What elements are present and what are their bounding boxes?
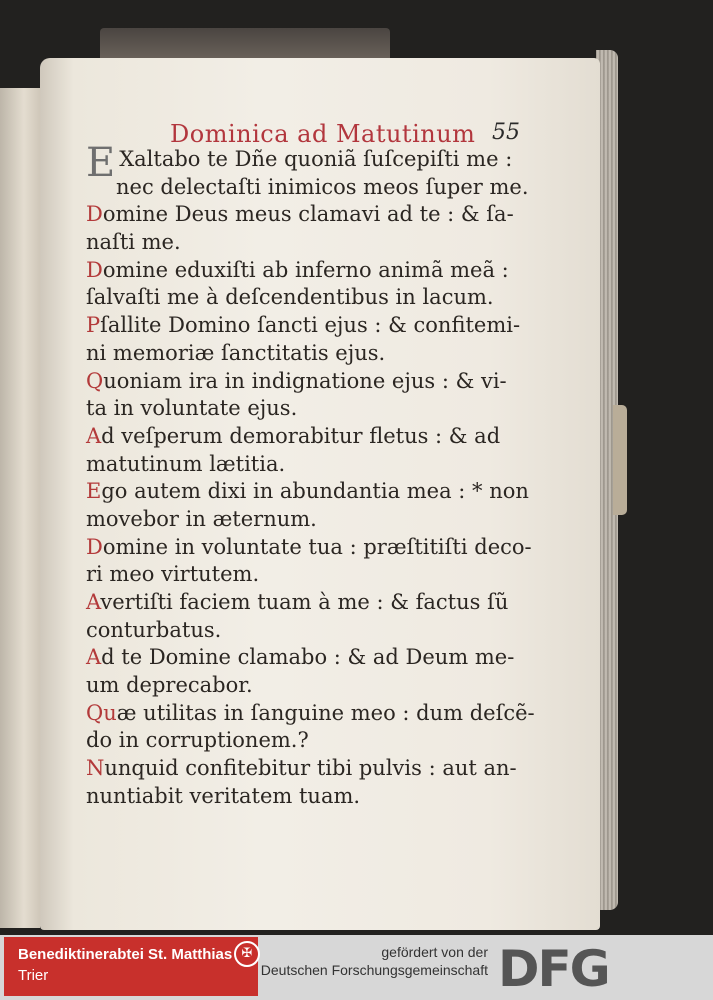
text-line	[86, 201, 531, 229]
text-line	[86, 700, 535, 728]
initial-letter: A	[86, 590, 101, 614]
institution-name: Benediktinerabtei St. Matthias	[18, 946, 233, 963]
initial-letter: P	[86, 313, 101, 338]
institution-city: Trier	[18, 967, 49, 984]
line-text: movebor in æternum.	[86, 506, 317, 531]
line-text: ri meo virtutem.	[86, 562, 260, 587]
text-line	[86, 589, 531, 617]
left-page-edge	[0, 88, 40, 928]
initial-letter: Qu	[86, 700, 117, 725]
text-line	[86, 140, 531, 186]
dfg-logo[interactable]: DFG	[498, 940, 609, 998]
page-header: Dominica ad Matutinum	[170, 120, 476, 148]
institution-logo-icon: ✠	[234, 941, 260, 967]
initial-letter: A	[86, 645, 102, 670]
funding-line-2: Deutschen Forschungsgemeinschaft	[260, 962, 488, 978]
text-line	[86, 561, 531, 589]
line-text: ni memoriæ ſanctitatis ejus.	[86, 340, 386, 365]
text-line	[86, 644, 531, 672]
line-text: go autem dixi in abundantia mea : * non	[101, 479, 529, 504]
line-text: ſallite Domino ſancti ejus : & confitemi-	[100, 313, 521, 338]
book-tab	[613, 405, 627, 515]
initial-letter: D	[86, 534, 103, 559]
initial-letter: E	[86, 479, 102, 504]
line-text: do in corruptionem.?	[86, 728, 309, 753]
initial-letter: D	[86, 257, 103, 282]
line-text: ſalvaſti me à deſcendentibus in lacum.	[86, 285, 494, 310]
line-text: naſti me.	[86, 230, 181, 255]
initial-letter: E	[86, 140, 116, 186]
line-text: matutinum lætitia.	[86, 451, 286, 476]
text-line	[86, 727, 531, 755]
line-text: conturbatus.	[86, 617, 222, 642]
line-text: ta in voluntate ejus.	[86, 396, 298, 421]
line-text: omine in voluntate tua : præſtitiſti deco-	[102, 534, 532, 559]
text-line	[86, 534, 531, 562]
line-text: um deprecabor.	[86, 673, 253, 698]
initial-letter: Q	[86, 368, 104, 393]
line-text: æ utilitas in ſanguine meo : dum deſcẽ-	[116, 700, 535, 725]
initial-letter: A	[86, 423, 102, 448]
line-text: Xaltabo te Dñe quoniã ſuſcepiſti me :	[119, 147, 513, 171]
line-text: vertiſti faciem tuam à me : & factus ſũ	[100, 590, 509, 614]
funding-line-1: gefördert von der	[381, 944, 488, 960]
text-line	[86, 257, 531, 285]
line-text: unquid confitebitur tibi pulvis : aut an-	[104, 756, 517, 781]
page-number: 55	[492, 120, 520, 145]
line-text: omine Deus meus clamavi ad te : & ſa-	[102, 202, 514, 227]
text-line	[86, 451, 531, 479]
line-text: nuntiabit veritatem tuam.	[86, 783, 361, 808]
text-line	[86, 340, 531, 368]
text-line	[86, 395, 531, 423]
institution-badge[interactable]	[4, 937, 258, 996]
text-line	[86, 617, 531, 645]
text-line	[86, 368, 531, 396]
text-line	[86, 284, 531, 312]
text-line	[86, 506, 531, 534]
initial-letter: N	[86, 756, 105, 781]
text-line	[86, 229, 531, 257]
book-spine	[100, 28, 390, 62]
line-text: d veſperum demorabitur fletus : & ad	[101, 423, 501, 448]
initial-letter: D	[86, 202, 103, 227]
line-text: uoniam ira in indignatione ejus : & vi-	[103, 368, 507, 393]
line-text: d te Domine clamabo : & ad Deum me-	[101, 645, 515, 670]
text-line	[86, 478, 531, 506]
text-line	[86, 312, 531, 340]
line-text: nec delectaſti inimicos meos ſuper me.	[116, 174, 529, 199]
page-text	[86, 140, 535, 811]
text-line	[86, 672, 531, 700]
text-line	[86, 423, 531, 451]
line-text: omine eduxiſti ab inferno animã meã :	[102, 257, 509, 282]
text-line	[86, 755, 531, 783]
text-line	[86, 174, 531, 202]
text-line	[86, 783, 531, 811]
